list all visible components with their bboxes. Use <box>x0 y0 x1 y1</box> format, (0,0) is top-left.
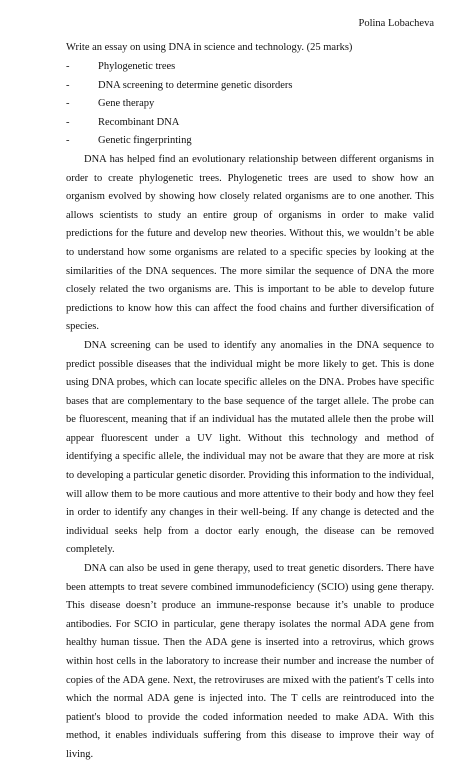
topic-bullet: - <box>66 135 70 147</box>
essay-paragraph-gene-therapy: DNA can also be used in gene therapy, used to treat genetic disorders. There have been attempts to treat severe combined immunodeficiency (SCIO) using gene therapy. This disease doesn’t produce an immune-response because it’s unable to produce antibodies. For SCIO in particular, gene therapy isolates the normal ADA gene from healthy human tissue. Then the ADA gene is inserted into a retrovirus, which grows within host cells in the laboratory to increase their number and increase the number of copies of the ADA gene. Next, the retroviruses are mixed with the patient's T cells into which the normal ADA gene is injected into. The T cells are reintroduced into the patient's blood to provide the coded information needed to make ADA. With this method, it enables individuals suffering from this disease to improve their way of living. <box>66 563 434 760</box>
essay-paragraph-screening: DNA screening can be used to identify any anomalies in the DNA sequence to predict possible diseases that the individual might be more likely to get. This is done using DNA probes, which can locate specific alleles on the DNA. Probes have specific bases that are complementary to the base sequence of the target allele. The probe can be fluorescent, meaning that if an individual has the mutated allele then the probe will appear fluorescent under a UV light. Without this technology and method of identifying a specific allele, the individual may not be aware that they are more at risk to developing a particular genetic disorder. Providing this information to the individual, will allow them to be more cautious and more attentive to their body and how they feel in order to identify any changes in their well-being. If any change is detected and the individual seeks help from a doctor early enough, the disease can be removed completely. <box>66 339 434 556</box>
topic-item <box>66 132 434 151</box>
topic-item <box>66 77 434 96</box>
topic-item <box>66 95 434 114</box>
essay-prompt: Write an essay on using DNA in science and technology. (25 marks) <box>66 42 353 53</box>
topic-bullet: - <box>66 98 70 110</box>
topic-item <box>66 114 434 133</box>
topic-bullet: - <box>66 79 70 91</box>
topic-list <box>66 58 434 151</box>
topic-label: Recombinant DNA <box>98 116 180 128</box>
topic-bullet: - <box>66 61 70 72</box>
essay-paragraph-phylogenetic: DNA has helped find an evolutionary relationship between different organisms in order to create phylogenetic trees. Phylogenetic trees are used to show how an organism evolved by showing how closely related organisms are to one another. This allows scientists to study an entire group of organisms in order to make valid predictions for the future and develop new theories. Without this, we wouldn’t be able to understand how some organisms are related to a specific species by looking at the similarities of the DNA sequences. The more similar the sequence of DNA the more closely related the two organisms are. This is important to be able to develop future predictions to know how this can affect the food chains and further diversification of species. <box>66 153 434 333</box>
author-name: Polina Lobacheva <box>358 18 434 29</box>
topic-bullet: - <box>66 116 70 128</box>
topic-label: Gene therapy <box>98 98 155 110</box>
topic-item <box>66 58 434 77</box>
topic-label: Phylogenetic trees <box>98 61 176 72</box>
topic-label: DNA screening to determine genetic disorders <box>98 79 293 91</box>
topic-label: Genetic fingerprinting <box>98 135 192 147</box>
